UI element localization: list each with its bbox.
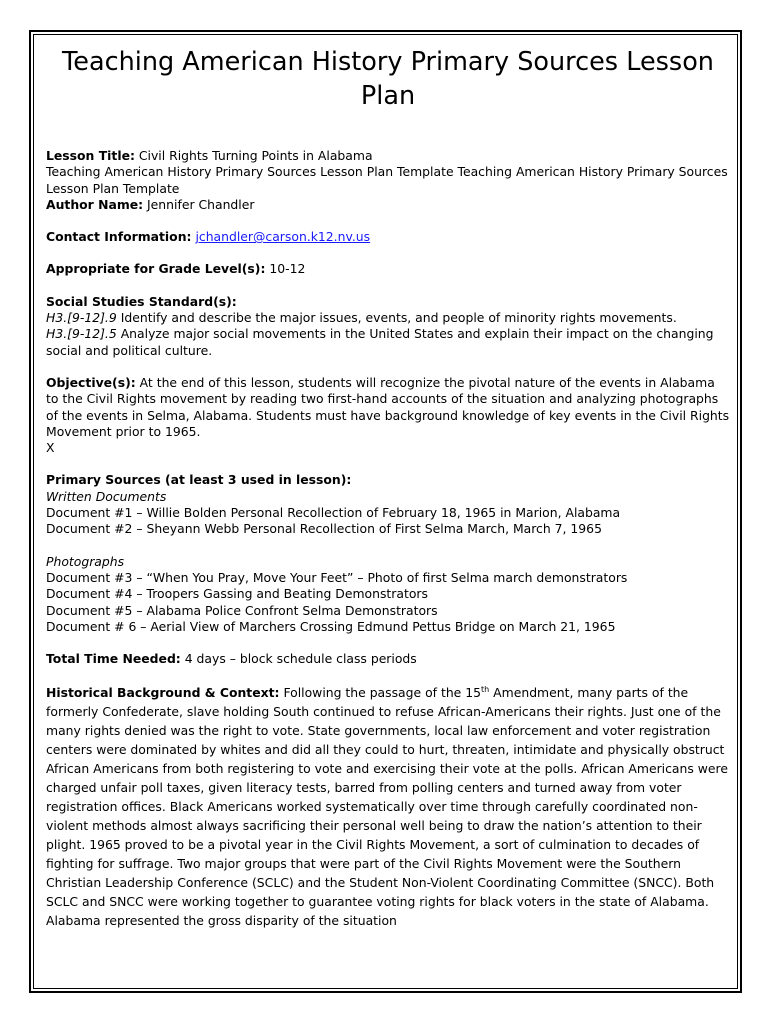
author-label: Author Name: [46,196,144,212]
primary-sources-section [46,472,730,537]
document-item: Document #5 – Alabama Police Confront Selma Demonstrators [46,602,438,618]
superscript-th: th [481,685,490,695]
lesson-title-label: Lesson Title: [46,148,135,163]
page-border-inner [33,34,738,989]
document-body [46,45,730,930]
time-section [46,651,730,667]
time-value: 4 days – block schedule class periods [180,651,417,667]
background-text-start: Following the passage of the 15 [279,685,482,701]
objectives-extra: X [46,440,55,456]
photographs-section [46,554,730,635]
lesson-title-section [46,148,730,213]
grade-section [46,261,730,277]
grade-label: Appropriate for Grade Level(s): [46,261,266,277]
time-label: Total Time Needed: [46,651,181,667]
standards-label: Social Studies Standard(s): [46,293,237,309]
standard-text: Analyze major social movements in the United States and explain their impact on the changing social and political culture. [46,326,714,358]
document-item: Document #1 – Willie Bolden Personal Recollection of February 18, 1965 in Marion, Alabama [46,505,621,521]
lesson-title-value: Civil Rights Turning Points in Alabama [134,148,373,163]
background-label: Historical Background & Context: [46,685,280,701]
document-item: Document #3 – “When You Pray, Move Your Feet” – Photo of first Selma march demonstrators [46,569,628,585]
document-item: Document #2 – Sheyann Webb Personal Recollection of First Selma March, March 7, 1965 [46,521,602,537]
objectives-section [46,375,730,456]
contact-label: Contact Information: [46,229,192,245]
contact-section [46,229,730,245]
standard-code: H3.[9-12].5 [46,326,117,342]
written-documents-heading: Written Documents [46,488,167,504]
standard-code: H3.[9-12].9 [46,310,117,326]
document-item: Document # 6 – Aerial View of Marchers Crossing Edmund Pettus Bridge on March 21, 1965 [46,618,616,634]
grade-value: 10-12 [265,261,306,277]
contact-email-link[interactable]: jchandler@carson.k12.nv.us [195,229,371,245]
document-item: Document #4 – Troopers Gassing and Beating Demonstrators [46,586,428,602]
photographs-heading: Photographs [46,553,125,569]
standards-section [46,294,730,359]
objectives-label: Objective(s): [46,374,136,390]
page-title: Teaching American History Primary Sources Lesson Plan [62,47,714,111]
objectives-text: At the end of this lesson, students will recognize the pivotal nature of the events in Alabama to the Civil Rights movement by reading two first-hand accounts of the situation and analyzing photographs of the events in Selma, Alabama. Students must have background knowledge of key events in the Civil Rights Movement prior to 1965. [46,374,730,439]
author-value: Jennifer Chandler [143,196,255,212]
background-text-rest: Amendment, many parts of the formerly Confederate, slave holding South continued to refuse African-Americans their rights. Just one of the many rights denied was the right to vote. State governments, local law enforcement and voter registration centers were dominated by whites and did all they could to hurt, threaten, intimidate and physically obstruct African Americans from both registering to vote and exercising their vote at the polls. African Americans were charged unfair poll taxes, given literacy tests, barred from polling centers and turned away from voter registration offices. Black Americans worked systematically over time through carefully coordinated non-violent methods almost always sacrificing their personal well being to draw the nation’s attention to their plight. 1965 proved to be a pivotal year in the Civil Rights Movement, a sort of culmination to decades of fighting for suffrage. Two major groups that were part of the Civil Rights Movement were the Southern Christian Leadership Conference (SCLC) and the Student Non-Violent Coordinating Committee (SNCC). Both SCLC and SNCC were working together to guarantee voting rights for black voters in the state of Alabama. Alabama represented the gross disparity of the situation [46,685,728,929]
template-line: Teaching American History Primary Sources Lesson Plan Template Teaching American History Primary Sources Lesson Plan Template [46,164,728,196]
standard-text: Identify and describe the major issues, events, and people of minority rights movements. [116,310,677,326]
background-section [46,683,730,930]
primary-sources-label: Primary Sources (at least 3 used in lesson): [46,472,352,488]
